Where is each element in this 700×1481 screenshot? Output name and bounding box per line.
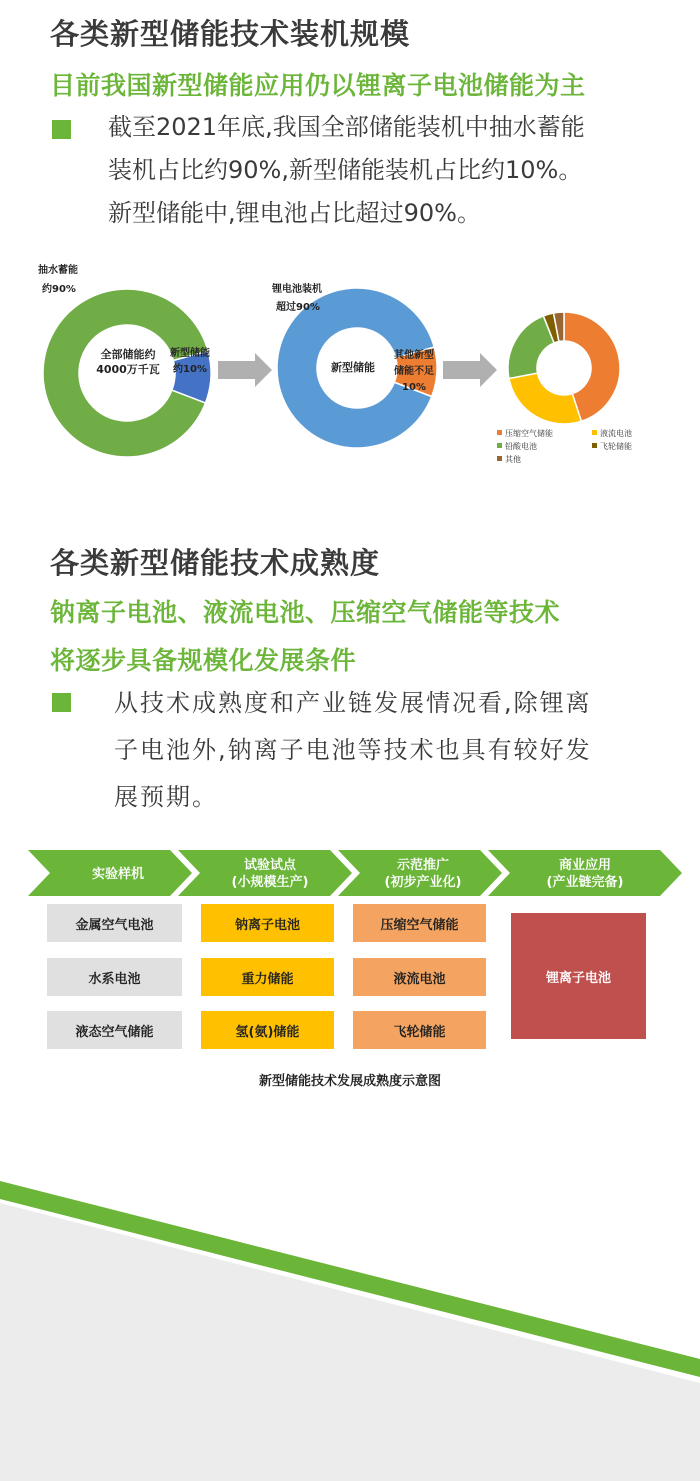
pie-charts xyxy=(0,255,700,515)
arrow-right-icon xyxy=(218,353,272,387)
tech-box-pilot: 钠离子电池 xyxy=(201,904,334,942)
paragraph-line: 截至2021年底,我国全部储能装机中抽水蓄能 xyxy=(108,113,585,141)
legend-label: 飞轮储能 xyxy=(600,442,632,451)
diagram-caption: 新型储能技术发展成熟度示意图 xyxy=(258,1074,441,1089)
section2-subtitle-line: 钠离子电池、液流电池、压缩空气储能等技术 xyxy=(50,598,561,627)
pie-chart-new-storage xyxy=(271,282,437,448)
pie-chart-total-storage xyxy=(38,263,211,457)
donut-center-label: 全部储能约 xyxy=(100,348,156,361)
paragraph-line: 新型储能中,锂电池占比超过90%。 xyxy=(108,199,481,227)
tech-box-demo: 压缩空气储能 xyxy=(353,904,486,942)
tech-box-commercial: 锂离子电池 xyxy=(511,913,646,1039)
stage-label: (小规模生产) xyxy=(231,875,309,890)
tech-box-pilot: 重力储能 xyxy=(201,958,334,996)
tech-box-prototype: 水系电池 xyxy=(47,958,182,996)
slice-label: 储能不足 xyxy=(394,366,434,377)
pie-slice xyxy=(509,373,581,424)
paragraph-line: 装机占比约90%,新型储能装机占比约10%。 xyxy=(108,156,583,184)
slice-label: 约90% xyxy=(42,284,76,295)
paragraph-line: 从技术成熟度和产业链发展情况看,除锂离 xyxy=(114,689,592,717)
section2-title: 各类新型储能技术成熟度 xyxy=(50,546,381,580)
tech-box-prototype: 金属空气电池 xyxy=(47,904,182,942)
paragraph-line: 展预期。 xyxy=(114,783,218,811)
slice-label: 约10% xyxy=(173,364,207,375)
slice-label: 超过90% xyxy=(276,302,320,313)
slice-label: 锂电池装机 xyxy=(272,284,322,295)
tech-box-demo: 液流电池 xyxy=(353,958,486,996)
slice-label: 10% xyxy=(402,382,426,393)
stage-label: (产业链完备) xyxy=(546,875,624,890)
maturity-stage-arrows xyxy=(0,846,700,906)
stage-label: 实验样机 xyxy=(91,867,145,882)
bullet-square-icon xyxy=(52,693,71,712)
legend-swatch xyxy=(497,456,502,461)
arrow-right-icon xyxy=(443,353,497,387)
slice-label: 新型储能 xyxy=(170,348,210,359)
section1-title: 各类新型储能技术装机规模 xyxy=(50,17,411,51)
stage-label: 试验试点 xyxy=(243,858,297,873)
legend-label: 压缩空气储能 xyxy=(505,429,553,438)
legend-label: 铅酸电池 xyxy=(505,442,537,451)
legend-swatch xyxy=(497,430,502,435)
donut-center-label: 新型储能 xyxy=(331,361,375,374)
legend-label: 其他 xyxy=(505,455,521,464)
decorative-stripes xyxy=(0,1161,700,1481)
paragraph-line: 子电池外,钠离子电池等技术也具有较好发 xyxy=(114,736,592,764)
legend-swatch xyxy=(497,443,502,448)
section2-paragraph xyxy=(114,680,592,821)
pie-chart-other-storage xyxy=(497,312,632,464)
slice-label: 其他新型 xyxy=(394,350,434,361)
legend-swatch xyxy=(592,443,597,448)
tech-box-demo: 飞轮储能 xyxy=(353,1011,486,1049)
donut-center-label: 4000万千瓦 xyxy=(96,363,160,376)
tech-box-prototype: 液态空气储能 xyxy=(47,1011,182,1049)
stage-label: 示范推广 xyxy=(396,858,450,873)
stage-label: (初步产业化) xyxy=(384,875,462,890)
section2-subtitle-line: 将逐步具备规模化发展条件 xyxy=(50,646,357,675)
section1-subtitle: 目前我国新型储能应用仍以锂离子电池储能为主 xyxy=(50,71,586,100)
stage-label: 商业应用 xyxy=(558,858,612,873)
section1-paragraph xyxy=(108,106,585,235)
legend-swatch xyxy=(592,430,597,435)
slice-label: 抽水蓄能 xyxy=(38,265,78,276)
tech-box-pilot: 氢(氨)储能 xyxy=(201,1011,334,1049)
bullet-square-icon xyxy=(52,120,71,139)
legend-label: 液流电池 xyxy=(600,429,632,438)
